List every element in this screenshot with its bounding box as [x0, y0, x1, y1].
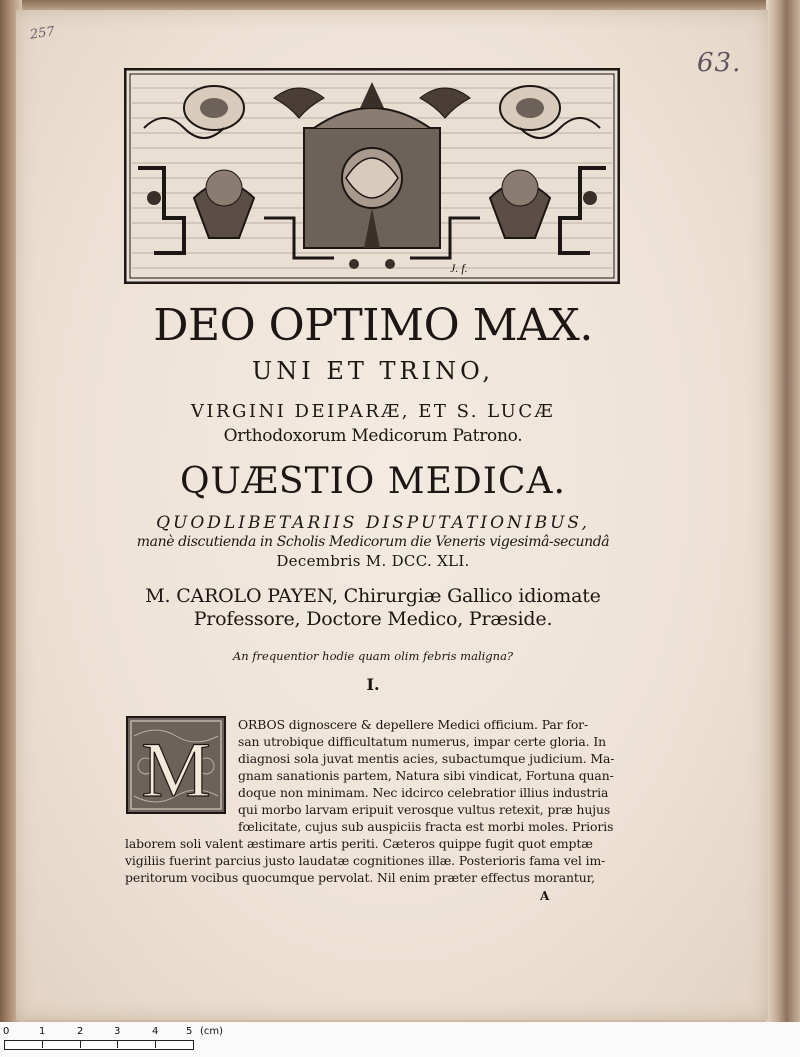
disputation-date: Decembris M. DCC. XLI. [276, 552, 470, 570]
disputation-line-1: QUODLIBETARIIS DISPUTATIONIBUS, [156, 513, 590, 533]
page-stack-edge [766, 0, 800, 1022]
signature-mark: A [540, 889, 550, 903]
body-line: san utrobique difficultatum numerus, impar certe gloria. In [238, 734, 607, 749]
body-line: vigiliis fuerint parcius justo laudatæ cognitiones illæ. Posterioris fama vel im- [125, 853, 606, 868]
folio-mark: 257 [29, 24, 56, 43]
disputation-line-2: manè discutienda in Scholis Medicorum die Veneris vigesimâ-secundâ [136, 534, 610, 550]
scale-label: 2 [77, 1026, 84, 1037]
title: DEO OPTIMO MAX. [153, 300, 593, 351]
svg-text:M: M [141, 726, 211, 813]
thesis-question: An frequentior hodie quam olim febris maligna? [232, 649, 514, 663]
drop-cap-initial [126, 716, 226, 814]
body-line: qui morbo larvam eripuit verosque vultus retexit, præ hujus [238, 802, 611, 817]
dedication-line-1: UNI ET TRINO, [252, 357, 494, 385]
section-number: I. [366, 675, 380, 694]
scale-label: 4 [152, 1026, 159, 1037]
scale-label: 3 [114, 1026, 121, 1037]
scale-bar [4, 1040, 194, 1050]
body-line: gnam sanationis partem, Natura sibi vindicat, Fortuna quan- [238, 768, 614, 783]
dedication-line-2: VIRGINI DEIPARÆ, ET S. LUCÆ [190, 401, 556, 422]
body-line: fœlicitate, cujus sub auspiciis fracta est morbi moles. Prioris [238, 819, 614, 834]
ornamental-headpiece [124, 68, 620, 284]
dedication-line-3: Orthodoxorum Medicorum Patrono. [223, 426, 523, 446]
praeses-line-2: Professore, Doctore Medico, Præside. [193, 608, 553, 630]
body-line: doque non minimam. Nec idcirco celebratior illius industria [238, 785, 609, 800]
body-line: peritorum vocibus quocumque pervolat. Nil enim præter effectus morantur, [125, 870, 595, 885]
body-line: diagnosi sola juvat mentis acies, subactumque judicium. Ma- [238, 751, 615, 766]
questio-heading: QUÆSTIO MEDICA. [180, 461, 566, 502]
scale-label: 1 [39, 1026, 46, 1037]
praeses-line-1: M. CAROLO PAYEN, Chirurgiæ Gallico idiomate [145, 585, 601, 607]
scale-label: 0 [3, 1026, 10, 1037]
scale-unit: (cm) [200, 1026, 224, 1037]
scale-label: 5 [186, 1026, 193, 1037]
page-number: 63. [697, 48, 742, 78]
body-line: ORBOS dignoscere & depellere Medici officium. Par for- [238, 717, 589, 732]
body-line: laborem soli valent æstimare artis periti. Cæteros quippe fugit quot emptæ [125, 836, 593, 851]
engraver-signature: J. f. [450, 261, 468, 275]
